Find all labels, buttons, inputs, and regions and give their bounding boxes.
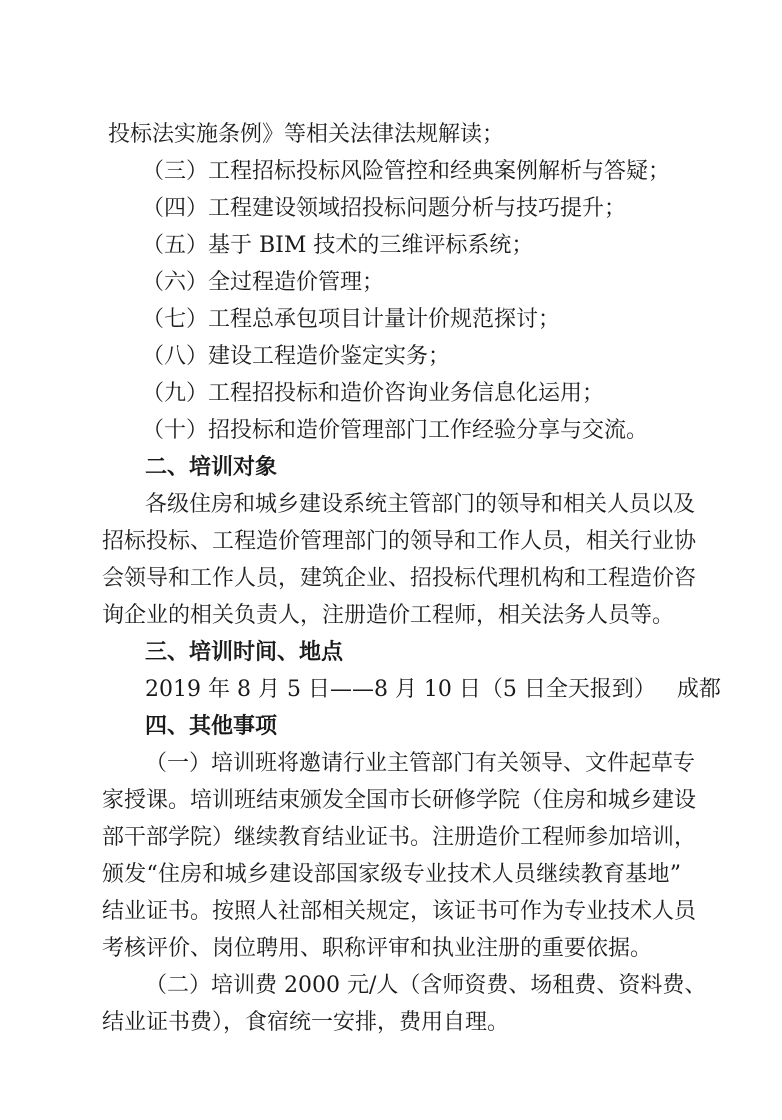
- audience-line-1: 各级住房和城乡建设系统主管部门的领导和相关人员以及: [145, 492, 696, 517]
- topic-item-10: （十）招投标和造价管理部门工作经验分享与交流。: [142, 418, 649, 443]
- other-para2-line-2: 结业证书费），食宿统一安排，费用自理。: [102, 1010, 510, 1035]
- other-para1-line-6: 考核评价、岗位聘用、职称评审和执业注册的重要依据。: [102, 936, 653, 961]
- other-para1-line-4: 颁发“住房和城乡建设部国家级专业技术人员继续教育基地”: [102, 862, 681, 887]
- topic-item-9: （九）工程招投标和造价咨询业务信息化运用；: [142, 381, 605, 406]
- intro-line: 投标法实施条例》等相关法律法规解读；: [108, 122, 505, 147]
- section-heading-other: 四、其他事项: [145, 714, 278, 739]
- other-para1-line-2: 家授课。培训班结束颁发全国市长研修学院（住房和城乡建设: [102, 788, 697, 813]
- topic-item-4: （四）工程建设领域招投标问题分析与技巧提升；: [142, 196, 627, 221]
- topic-item-7: （七）工程总承包项目计量计价规范探讨；: [142, 307, 561, 332]
- other-para1-line-5: 结业证书。按照人社部相关规定，该证书可作为专业技术人员: [102, 899, 697, 924]
- other-para2-line-1: （二）培训费 2000 元/人（含师资费、场租费、资料费、: [145, 973, 707, 998]
- other-para1-line-1: （一）培训班将邀请行业主管部门有关领导、文件起草专: [145, 751, 696, 776]
- topic-item-5: （五）基于 BIM 技术的三维评标系统；: [142, 233, 534, 258]
- audience-line-4: 询企业的相关负责人，注册造价工程师，相关法务人员等。: [102, 603, 675, 628]
- audience-line-2: 招标投标、工程造价管理部门的领导和工作人员，相关行业协: [102, 529, 697, 554]
- other-para1-line-3: 部干部学院）继续教育结业证书。注册造价工程师参加培训，: [102, 825, 697, 850]
- audience-line-3: 会领导和工作人员，建筑企业、招投标代理机构和工程造价咨: [102, 566, 697, 591]
- topic-item-8: （八）建设工程造价鉴定实务；: [142, 344, 451, 369]
- topic-item-6: （六）全过程造价管理；: [142, 270, 385, 295]
- topic-item-3: （三）工程招标投标风险管控和经典案例解析与答疑；: [142, 159, 671, 184]
- time-place-line: 2019 年 8 月 5 日——8 月 10 日（5 日全天报到） 成都: [145, 677, 721, 702]
- section-heading-time-place: 三、培训时间、地点: [145, 640, 344, 665]
- section-heading-audience: 二、培训对象: [145, 455, 278, 480]
